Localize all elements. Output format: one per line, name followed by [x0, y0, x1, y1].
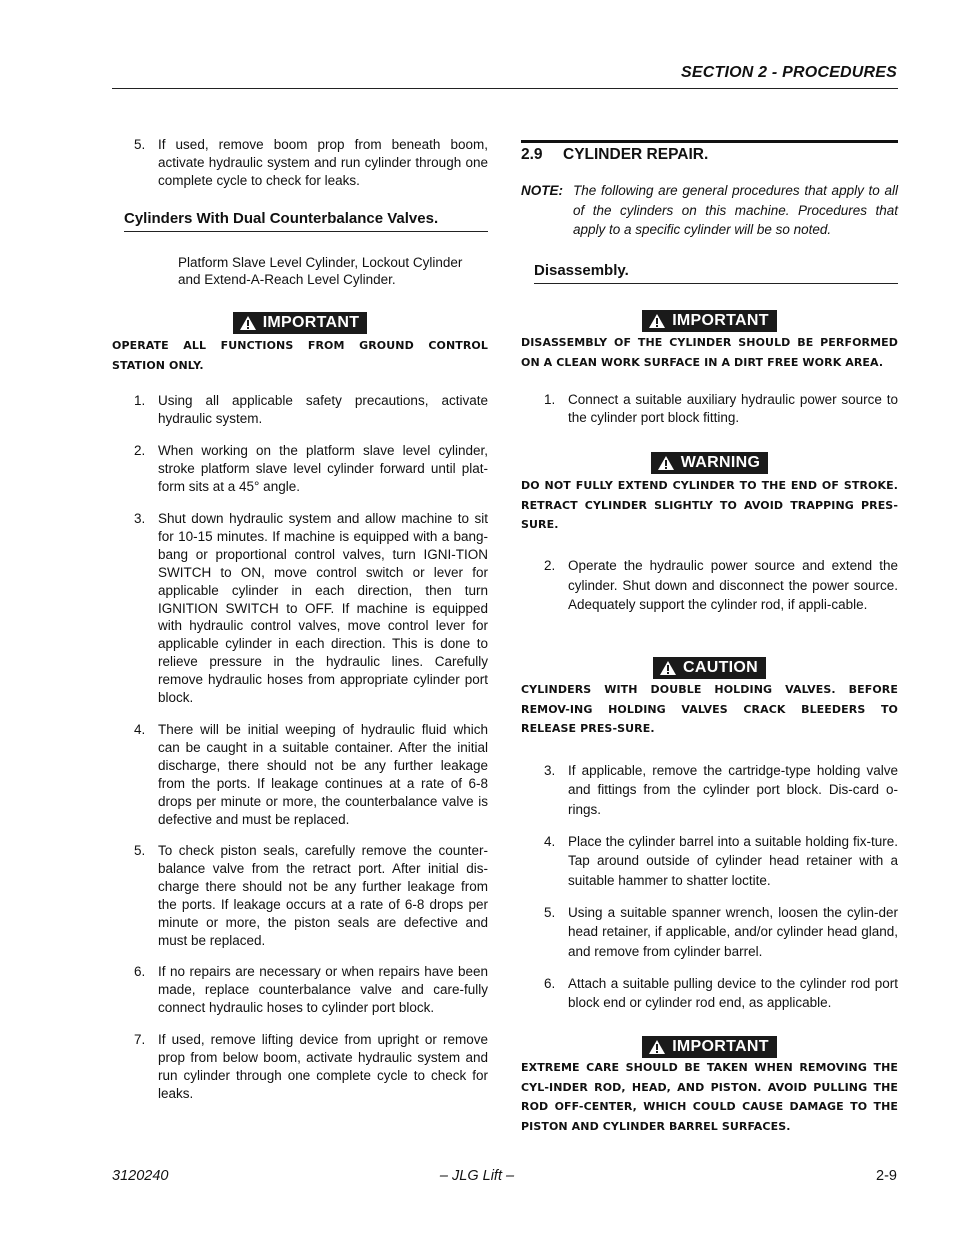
- important-badge: [112, 312, 488, 336]
- step-number: 4.: [134, 722, 146, 737]
- warning-badge: [521, 452, 898, 476]
- step-text: Connect a suitable auxiliary hydraulic power source to the cylinder port block fitting.: [568, 392, 898, 425]
- warning-triangle-icon: [648, 313, 666, 329]
- warning-triangle-icon: [239, 315, 257, 331]
- step-number: 2.: [134, 443, 146, 458]
- step-text: To check piston seals, carefully remove the counter-balance valve from the retract port. After initial dis-charge there should not be any further leakage from the ports. If leakage occurs at a rate of 6-8 drops per minute or more, the piston seals are defective and must be replaced.: [158, 843, 488, 948]
- step-text: Using all applicable safety precautions, activate hydraulic system.: [158, 393, 488, 426]
- note-label: NOTE:: [521, 183, 563, 198]
- warning-triangle-icon: [659, 660, 677, 676]
- step-text: Place the cylinder barrel into a suitable holding fix-ture. Tap around outside of cylinder head retainer with a suitable hammer to shatter loctite.: [568, 834, 898, 888]
- step-text: There will be initial weeping of hydraulic fluid which can be caught in a suitable container. After the initial discharge, there should not be any further leakage from the ports. If leakage continues at a rate of 6-8 drops per minute or more, the counterbalance valve is defective and must be replaced.: [158, 722, 488, 827]
- important-notice: OPERATE ALL FUNCTIONS FROM GROUND CONTROL STATION ONLY.: [112, 339, 488, 372]
- step-number: 7.: [134, 1032, 146, 1047]
- step-text: Operate the hydraulic power source and extend the cylinder. Shut down and disconnect the power source. Adequately support the cylinder rod, if appli-cable.: [568, 558, 898, 612]
- list-item: [134, 721, 488, 828]
- list-item: [544, 974, 898, 1013]
- section-number: 2.9: [521, 146, 543, 163]
- step-text: If no repairs are necessary or when repairs have been made, replace counterbalance valve and care-fully connect hydraulic hoses to cylinder port block.: [158, 964, 488, 1015]
- header-rule: [112, 88, 898, 89]
- list-item: [544, 391, 898, 427]
- list-item: [544, 903, 898, 961]
- step-text: Attach a suitable pulling device to the cylinder rod port block end or cylinder rod end, as applicable.: [568, 976, 898, 1011]
- important-notice: DISASSEMBLY OF THE CYLINDER SHOULD BE PERFORMED ON A CLEAN WORK SURFACE IN A DIRT FREE WORK AREA.: [521, 336, 898, 369]
- step-number: 4.: [544, 834, 556, 849]
- important-badge: [521, 310, 898, 334]
- step-text: If used, remove boom prop from beneath boom, activate hydraulic system and run cylinder through one complete cycle to check for leaks.: [158, 137, 488, 188]
- step-number: 5.: [134, 137, 146, 152]
- step-text: Shut down hydraulic system and allow machine to sit for 10-15 minutes. If machine is equipped with a bang-bang or proportional control valves, turn IGNI-TION SWITCH to ON, move control switch or lever for applicable cylinder in each direction, then turn IGNITION SWITCH to OFF. If machine is equipped with hydraulic control valves, move control lever for applicable cylinder in each direction. This is done to relieve pressure in the hydraulic lines. Carefully remove hydraulic hoses from appropriate cylinder port block.: [158, 511, 488, 706]
- step-number: 3.: [544, 763, 556, 778]
- list-item: [134, 136, 488, 190]
- list-item: [544, 832, 898, 890]
- step-number: 5.: [544, 905, 556, 920]
- step-text: When working on the platform slave level cylinder, stroke platform slave level cylinder forward until plat-form sits at a 45° angle.: [158, 443, 488, 494]
- step-text: If applicable, remove the cartridge-type holding valve and fittings from the cylinder port block. Dis-card o-rings.: [568, 763, 898, 817]
- footer-page-number: 2-9: [876, 1168, 897, 1184]
- warning-triangle-icon: [657, 455, 675, 471]
- badge-label: IMPORTANT: [672, 1038, 769, 1055]
- cylinder-list-intro: Platform Slave Level Cylinder, Lockout Cylinder and Extend-A-Reach Level Cylinder.: [178, 255, 463, 287]
- caution-badge: [521, 657, 898, 681]
- list-item: [134, 442, 488, 496]
- subsection-heading: Disassembly.: [534, 262, 898, 284]
- section-header: SECTION 2 - PROCEDURES: [681, 64, 897, 81]
- list-item: [134, 1031, 488, 1103]
- list-item: [134, 510, 488, 707]
- note: [521, 181, 898, 240]
- step-number: 1.: [134, 393, 146, 408]
- note-text: The following are general procedures that apply to all of the cylinders on this machine. Procedures that apply to a specific cylinder will be so noted.: [573, 183, 898, 237]
- step-number: 3.: [134, 511, 146, 526]
- footer-publisher: – JLG Lift –: [439, 1168, 515, 1184]
- caution-notice: CYLINDERS WITH DOUBLE HOLDING VALVES. BEFORE REMOV-ING HOLDING VALVES CRACK BLEEDERS TO RELEASE PRES-SURE.: [521, 683, 898, 735]
- important-notice: EXTREME CARE SHOULD BE TAKEN WHEN REMOVING THE CYL-INDER ROD, HEAD, AND PISTON. AVOID PULLING THE ROD OFF-CENTER, WHICH COULD CAUSE DAMAGE TO THE PISTON AND CYLINDER BARREL SURFACES.: [521, 1061, 898, 1133]
- warning-triangle-icon: [648, 1039, 666, 1055]
- section-title-text: CYLINDER REPAIR.: [563, 146, 709, 163]
- step-number: 6.: [544, 976, 556, 991]
- list-item: [544, 556, 898, 615]
- step-number: 1.: [544, 392, 556, 407]
- step-text: Using a suitable spanner wrench, loosen the cylin-der head retainer, if applicable, and/or cylinder head gland, and remove from cylinder barrel.: [568, 905, 898, 959]
- list-item: [134, 392, 488, 428]
- badge-label: IMPORTANT: [672, 312, 769, 329]
- list-item: [134, 842, 488, 949]
- step-number: 5.: [134, 843, 146, 858]
- step-number: 2.: [544, 558, 556, 573]
- important-badge: [521, 1036, 898, 1060]
- section-title: [521, 146, 708, 164]
- badge-label: WARNING: [680, 454, 761, 471]
- step-number: 6.: [134, 964, 146, 979]
- step-text: If used, remove lifting device from upright or remove prop from below boom, activate hydraulic system and run cylinder through one complete cycle to check for leaks.: [158, 1032, 488, 1101]
- subsection-heading: Cylinders With Dual Counterbalance Valves.: [124, 210, 488, 232]
- warning-notice: DO NOT FULLY EXTEND CYLINDER TO THE END OF STROKE. RETRACT CYLINDER SLIGHTLY TO AVOID TRAPPING PRES-SURE.: [521, 479, 898, 531]
- badge-label: CAUTION: [683, 659, 758, 676]
- footer-doc-number: 3120240: [112, 1168, 169, 1184]
- list-item: [134, 963, 488, 1017]
- section-title-rule: [521, 140, 898, 143]
- list-item: [544, 761, 898, 819]
- badge-label: IMPORTANT: [262, 314, 360, 331]
